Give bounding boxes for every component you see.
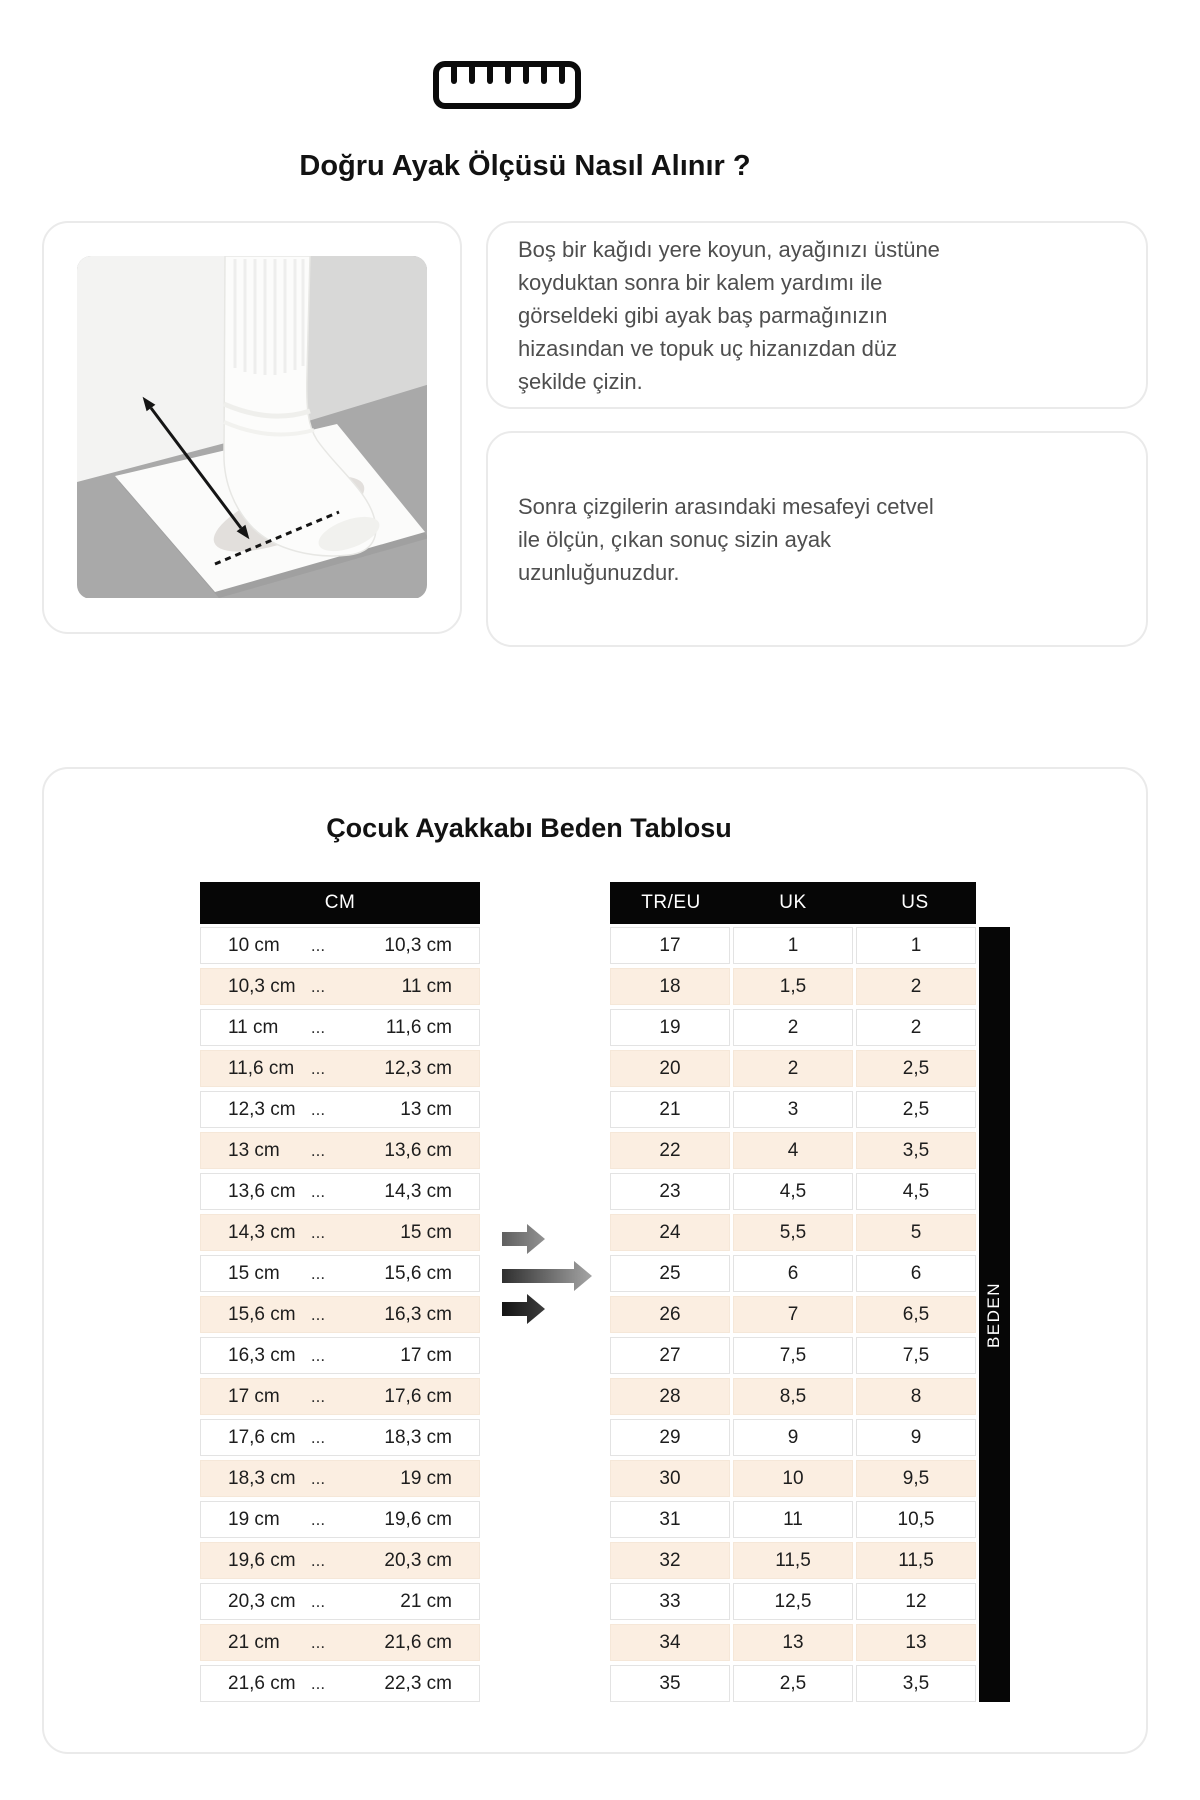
cm-range-row bbox=[200, 1296, 480, 1333]
us-size-value: 2 bbox=[856, 1009, 976, 1046]
uk-size-value: 2 bbox=[733, 1009, 853, 1046]
tr-eu-size-value: 33 bbox=[610, 1583, 730, 1620]
cm-min-value: 13 cm bbox=[228, 1139, 280, 1161]
us-size-value: 10,5 bbox=[856, 1501, 976, 1538]
cm-max-value: 22,3 cm bbox=[384, 1672, 452, 1694]
us-size-value: 9 bbox=[856, 1419, 976, 1456]
us-size-value: 2,5 bbox=[856, 1050, 976, 1087]
tr-eu-size-value: 34 bbox=[610, 1624, 730, 1661]
us-size-value: 4,5 bbox=[856, 1173, 976, 1210]
tr-eu-size-value: 35 bbox=[610, 1665, 730, 1702]
uk-size-value: 9 bbox=[733, 1419, 853, 1456]
uk-column-header: UK bbox=[779, 892, 807, 913]
size-row bbox=[610, 1624, 976, 1661]
tr-eu-size-value: 27 bbox=[610, 1337, 730, 1374]
cm-range-row bbox=[200, 1583, 480, 1620]
us-size-value: 3,5 bbox=[856, 1665, 976, 1702]
size-table-card bbox=[42, 767, 1148, 1754]
range-dots: ... bbox=[310, 1550, 326, 1570]
cm-max-value: 16,3 cm bbox=[384, 1303, 452, 1325]
size-row bbox=[610, 1255, 976, 1292]
cm-max-value: 21 cm bbox=[400, 1590, 452, 1612]
cm-min-value: 14,3 cm bbox=[228, 1221, 296, 1243]
cm-max-value: 15 cm bbox=[400, 1221, 452, 1243]
cm-range-row bbox=[200, 1624, 480, 1661]
size-axis-label-bar bbox=[979, 927, 1010, 1702]
cm-range-row bbox=[200, 968, 480, 1005]
us-size-value: 12 bbox=[856, 1583, 976, 1620]
uk-size-value: 2,5 bbox=[733, 1665, 853, 1702]
cm-min-value: 15,6 cm bbox=[228, 1303, 296, 1325]
size-row bbox=[610, 1665, 976, 1702]
range-dots: ... bbox=[310, 1181, 326, 1201]
size-axis-label: BEDEN bbox=[984, 1281, 1004, 1348]
cm-max-value: 18,3 cm bbox=[384, 1426, 452, 1448]
size-table-header-row bbox=[610, 882, 976, 924]
cm-max-value: 21,6 cm bbox=[384, 1631, 452, 1653]
cm-range-row bbox=[200, 1050, 480, 1087]
range-dots: ... bbox=[310, 1345, 326, 1365]
range-dots: ... bbox=[310, 1386, 326, 1406]
cm-range-row bbox=[200, 927, 480, 964]
uk-size-value: 8,5 bbox=[733, 1378, 853, 1415]
uk-size-value: 7 bbox=[733, 1296, 853, 1333]
range-dots: ... bbox=[310, 1632, 326, 1652]
size-row bbox=[610, 1296, 976, 1333]
cm-max-value: 11 cm bbox=[401, 975, 452, 997]
cm-max-value: 11,6 cm bbox=[385, 1016, 452, 1038]
range-dots: ... bbox=[310, 1591, 326, 1611]
uk-size-value: 2 bbox=[733, 1050, 853, 1087]
range-dots: ... bbox=[310, 1304, 326, 1324]
size-table-title: Çocuk Ayakkabı Beden Tablosu bbox=[326, 813, 732, 843]
uk-size-value: 12,5 bbox=[733, 1583, 853, 1620]
cm-min-value: 10,3 cm bbox=[228, 975, 296, 997]
tr-eu-size-value: 25 bbox=[610, 1255, 730, 1292]
us-size-value: 5 bbox=[856, 1214, 976, 1251]
cm-min-value: 20,3 cm bbox=[228, 1590, 296, 1612]
size-row bbox=[610, 968, 976, 1005]
uk-size-value: 11,5 bbox=[733, 1542, 853, 1579]
cm-min-value: 17,6 cm bbox=[228, 1426, 296, 1448]
range-dots: ... bbox=[310, 1058, 326, 1078]
size-row bbox=[610, 1132, 976, 1169]
cm-min-value: 18,3 cm bbox=[228, 1467, 296, 1489]
cm-range-row bbox=[200, 1214, 480, 1251]
cm-max-value: 17 cm bbox=[400, 1344, 452, 1366]
cm-min-value: 12,3 cm bbox=[228, 1098, 296, 1120]
cm-range-row bbox=[200, 1337, 480, 1374]
cm-max-value: 19 cm bbox=[400, 1467, 452, 1489]
cm-table-rows bbox=[200, 927, 480, 1702]
cm-max-value: 19,6 cm bbox=[384, 1508, 452, 1530]
uk-size-value: 4,5 bbox=[733, 1173, 853, 1210]
cm-min-value: 15 cm bbox=[228, 1262, 280, 1284]
size-row bbox=[610, 1050, 976, 1087]
cm-max-value: 17,6 cm bbox=[384, 1385, 452, 1407]
size-row bbox=[610, 1214, 976, 1251]
instruction-text-1: Boş bir kağıdı yere koyun, ayağınızı üstüne koyduktan sonra bir kalem yardımı ile görseldeki gibi ayak baş parmağınızın hizasından ve topuk uç hizanızdan düz şekilde çizin. bbox=[518, 236, 940, 394]
page-header bbox=[0, 0, 1050, 183]
uk-size-value: 11 bbox=[733, 1501, 853, 1538]
cm-min-value: 16,3 cm bbox=[228, 1344, 296, 1366]
range-dots: ... bbox=[310, 935, 326, 955]
range-dots: ... bbox=[310, 976, 326, 996]
size-row bbox=[610, 927, 976, 964]
size-tables bbox=[44, 882, 1146, 1704]
cm-min-value: 17 cm bbox=[228, 1385, 280, 1407]
cm-table-header: CM bbox=[200, 882, 480, 924]
us-size-value: 7,5 bbox=[856, 1337, 976, 1374]
cm-range-row bbox=[200, 1009, 480, 1046]
uk-size-value: 4 bbox=[733, 1132, 853, 1169]
us-column-header: US bbox=[901, 892, 929, 913]
cm-range-row bbox=[200, 1665, 480, 1702]
uk-size-value: 5,5 bbox=[733, 1214, 853, 1251]
uk-size-value: 3 bbox=[733, 1091, 853, 1128]
cm-min-value: 21,6 cm bbox=[228, 1672, 296, 1694]
size-row bbox=[610, 1583, 976, 1620]
range-dots: ... bbox=[310, 1468, 326, 1488]
size-row bbox=[610, 1009, 976, 1046]
size-row bbox=[610, 1378, 976, 1415]
page-title: Doğru Ayak Ölçüsü Nasıl Alınır ? bbox=[299, 150, 751, 182]
tr-eu-size-value: 24 bbox=[610, 1214, 730, 1251]
size-row bbox=[610, 1091, 976, 1128]
instruction-card-2 bbox=[486, 431, 1148, 647]
range-dots: ... bbox=[310, 1427, 326, 1447]
tr-eu-size-value: 23 bbox=[610, 1173, 730, 1210]
us-size-value: 6 bbox=[856, 1255, 976, 1292]
range-dots: ... bbox=[310, 1263, 326, 1283]
instruction-column bbox=[486, 221, 1148, 647]
size-table-rows bbox=[610, 927, 976, 1702]
size-row bbox=[610, 1419, 976, 1456]
instruction-card-1 bbox=[486, 221, 1148, 409]
cm-min-value: 11 cm bbox=[228, 1016, 279, 1038]
cm-min-value: 10 cm bbox=[228, 934, 280, 956]
range-dots: ... bbox=[310, 1673, 326, 1693]
measurement-guide-section bbox=[42, 221, 1148, 647]
range-dots: ... bbox=[310, 1509, 326, 1529]
tr-eu-size-value: 30 bbox=[610, 1460, 730, 1497]
cm-min-value: 21 cm bbox=[228, 1631, 280, 1653]
cm-max-value: 20,3 cm bbox=[384, 1549, 452, 1571]
range-dots: ... bbox=[310, 1140, 326, 1160]
cm-max-value: 13,6 cm bbox=[384, 1139, 452, 1161]
uk-size-value: 1,5 bbox=[733, 968, 853, 1005]
ruler-icon-wrap bbox=[0, 60, 1032, 110]
foot-on-paper-illustration bbox=[77, 256, 427, 598]
us-size-value: 8 bbox=[856, 1378, 976, 1415]
tr-eu-size-value: 18 bbox=[610, 968, 730, 1005]
foot-measurement-card bbox=[42, 221, 462, 634]
tr-eu-size-value: 21 bbox=[610, 1091, 730, 1128]
us-size-value: 11,5 bbox=[856, 1542, 976, 1579]
cm-range-row bbox=[200, 1501, 480, 1538]
uk-size-value: 13 bbox=[733, 1624, 853, 1661]
size-row bbox=[610, 1542, 976, 1579]
cm-min-value: 19 cm bbox=[228, 1508, 280, 1530]
uk-size-value: 6 bbox=[733, 1255, 853, 1292]
cm-range-row bbox=[200, 1460, 480, 1497]
cm-range-row bbox=[200, 1173, 480, 1210]
instruction-text-2: Sonra çizgilerin arasındaki mesafeyi cetvel ile ölçün, çıkan sonuç sizin ayak uzunluğunuzdur. bbox=[518, 493, 934, 585]
tr-eu-column-header: TR/EU bbox=[641, 892, 701, 913]
size-row bbox=[610, 1173, 976, 1210]
ruler-icon bbox=[432, 60, 582, 110]
us-size-value: 1 bbox=[856, 927, 976, 964]
us-size-value: 2 bbox=[856, 968, 976, 1005]
tr-eu-size-value: 26 bbox=[610, 1296, 730, 1333]
cm-range-row bbox=[200, 1419, 480, 1456]
range-dots: ... bbox=[310, 1222, 326, 1242]
us-size-value: 6,5 bbox=[856, 1296, 976, 1333]
tr-eu-size-value: 32 bbox=[610, 1542, 730, 1579]
cm-range-row bbox=[200, 1378, 480, 1415]
size-row bbox=[610, 1337, 976, 1374]
cm-max-value: 15,6 cm bbox=[384, 1262, 452, 1284]
uk-size-value: 10 bbox=[733, 1460, 853, 1497]
range-dots: ... bbox=[310, 1099, 326, 1119]
cm-max-value: 10,3 cm bbox=[384, 934, 452, 956]
tr-eu-size-value: 28 bbox=[610, 1378, 730, 1415]
size-row bbox=[610, 1501, 976, 1538]
tr-eu-size-value: 29 bbox=[610, 1419, 730, 1456]
cm-min-value: 11,6 cm bbox=[228, 1057, 295, 1079]
us-size-value: 2,5 bbox=[856, 1091, 976, 1128]
tr-eu-size-value: 31 bbox=[610, 1501, 730, 1538]
tr-eu-size-value: 20 bbox=[610, 1050, 730, 1087]
uk-size-value: 1 bbox=[733, 927, 853, 964]
size-row bbox=[610, 1460, 976, 1497]
cm-max-value: 14,3 cm bbox=[384, 1180, 452, 1202]
cm-table bbox=[200, 882, 480, 1702]
cm-min-value: 13,6 cm bbox=[228, 1180, 296, 1202]
cm-min-value: 19,6 cm bbox=[228, 1549, 296, 1571]
tr-eu-size-value: 22 bbox=[610, 1132, 730, 1169]
cm-range-row bbox=[200, 1091, 480, 1128]
us-size-value: 3,5 bbox=[856, 1132, 976, 1169]
shoe-size-table bbox=[610, 882, 976, 1702]
tr-eu-size-value: 17 bbox=[610, 927, 730, 964]
us-size-value: 13 bbox=[856, 1624, 976, 1661]
conversion-arrows-icon bbox=[502, 1220, 594, 1333]
tr-eu-size-value: 19 bbox=[610, 1009, 730, 1046]
cm-range-row bbox=[200, 1542, 480, 1579]
foot-on-paper-photo bbox=[77, 256, 427, 599]
uk-size-value: 7,5 bbox=[733, 1337, 853, 1374]
cm-max-value: 12,3 cm bbox=[384, 1057, 452, 1079]
cm-max-value: 13 cm bbox=[400, 1098, 452, 1120]
cm-range-row bbox=[200, 1132, 480, 1169]
us-size-value: 9,5 bbox=[856, 1460, 976, 1497]
range-dots: ... bbox=[310, 1017, 326, 1037]
cm-range-row bbox=[200, 1255, 480, 1292]
